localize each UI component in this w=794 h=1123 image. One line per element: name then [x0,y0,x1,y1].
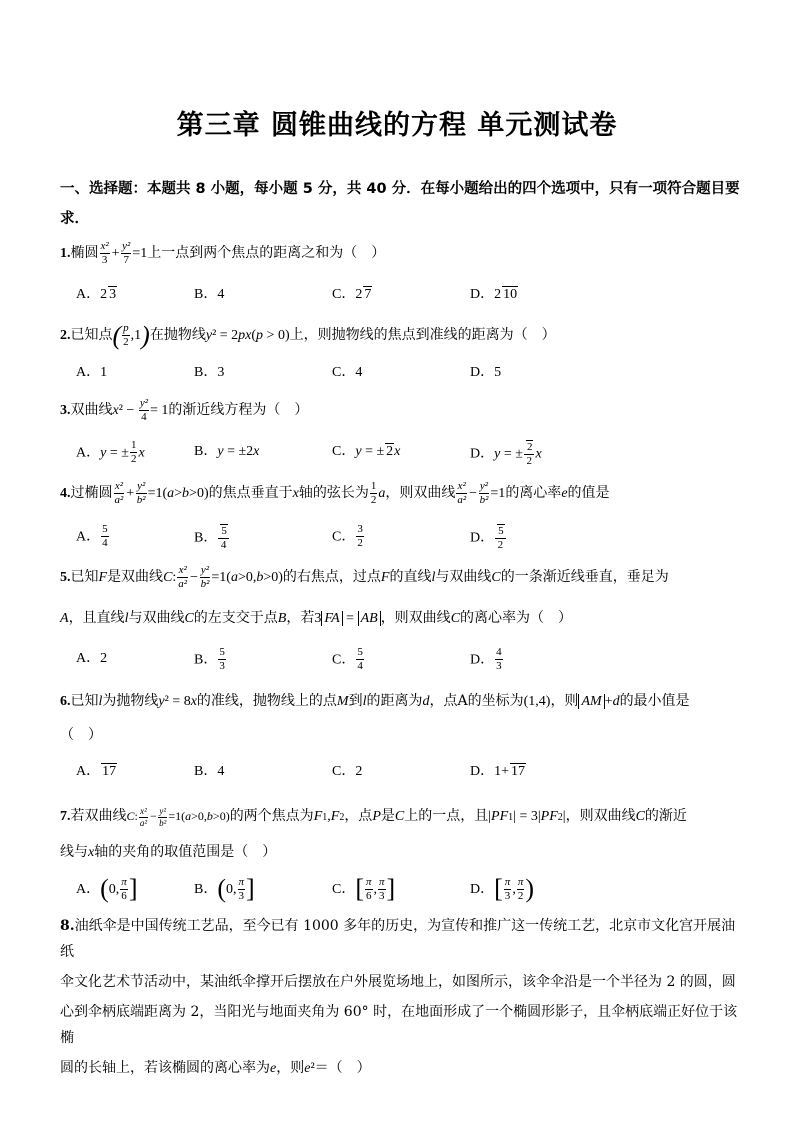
question-2: 2.已知点( $\frac{p}{2}$ ,1)在抛物线y² = 2px(p > 0)上，则抛物线的焦点到准线的距离为（ ） [60,320,556,350]
question-stem-end: 的值是 [567,485,610,501]
question-text: 的一条渐近线垂直，垂足为 [500,569,669,585]
question-text: 的离心率为（ ） [460,610,573,626]
question-text: 线与 [60,844,88,860]
question-8-line-1 [60,913,746,965]
question-stem-pre: 已知点 [70,327,113,343]
question-7-line-2: 线与x轴的夹角的取值范围是（ ） [60,844,277,860]
option-d[interactable]: D． $\frac{5}{2}$ [470,525,504,552]
option-b[interactable]: B． $\frac{5}{3}$ [194,646,225,672]
option-c[interactable]: C．[ $\frac{\pi}{6}$ , $\frac{\pi}{3}$ ] [332,874,396,903]
option-c[interactable]: C．2 7 [332,287,372,302]
options-q1 [76,283,736,309]
option-a[interactable]: A．1 [76,365,108,380]
question-text: 是双曲线 [107,569,164,585]
question-text: ，若 [286,610,315,626]
option-b[interactable]: B．4 [194,287,225,302]
hyperbola-equation: $\frac{\text{x²}}{\text{a²}}$ − $\frac{\text{y²}}{\text{b²}}$ =1(a>0,b>0) [178,564,283,591]
option-a[interactable]: A．2 [76,651,108,666]
question-number: 7. [60,809,71,824]
option-a[interactable]: A．2 3 [76,287,117,302]
section-heading: 一、选择题：本题共 8 小题，每小题 5 分，共 40 分．在每小题给出的四个选项中，只有一项符合题目要求． [60,181,740,227]
question-text: 与双曲线 [435,569,492,585]
question-text: 是 [380,808,395,824]
question-number: 8. [60,918,75,934]
option-c[interactable]: C． $\frac{3}{2}$ [332,523,363,549]
question-stem-pre: 过椭圆 [70,485,113,501]
question-text: ，则 [276,1060,305,1076]
question-number: 4. [60,486,71,501]
question-text: ，点 [344,808,373,824]
question-text: ，则双曲线 [565,808,636,824]
option-d[interactable]: D．2 10 [470,287,518,302]
question-stem-post: 上，则抛物线的焦点到准线的距离为（ ） [289,327,556,343]
question-1 [60,240,740,267]
option-d[interactable]: D．y = ± $\frac{2}{2}$ x [470,441,542,468]
option-c[interactable]: C．2 [332,764,363,779]
question-text: ，则 [550,693,579,709]
parabola-equation: y [205,328,213,343]
question-8-line-2: 伞文化艺术节活动中，某油纸伞撑开后摆放在户外展览场地上，如图所示，该伞伞沿是一个半径为 2 的圆，圆 [60,974,736,990]
question-6: 6.已知l为抛物线y² = 8x的准线，抛物线上的点M到l的距离为d，点A的坐标为(1,4)，则 AM +d的最小值是 [60,693,690,709]
question-text: ＝（ ） [314,1060,371,1076]
option-d[interactable]: D． $\frac{4}{3}$ [470,646,502,672]
options-q5 [76,647,736,673]
question-6-line-2: （ ） [60,727,102,743]
question-text: 已知 [70,693,99,709]
question-8-line-4: 圆的长轴上，若该椭圆的离心率为e，则e²＝（ ） [60,1060,371,1076]
question-4: 4.过椭圆 $\frac{\text{x²}}{\text{a²}}$ + $\frac{\text{y²}}{\text{b²}}$ =1(a>b>0)的焦点垂直于x轴的弦长为 $\frac{1}{2}$ a，则双曲线 $\frac{\text{x²}}{\text{a²}}$ − $\frac{\text{y²}}{\text{b²}}$ =1的离心率e的值是 [60,479,610,507]
question-text: 已知 [70,569,99,585]
ellipse-equation: $\frac{\text{x²}}{3}$ + $\frac{\text{y²}}{7}$ =1 [100,240,148,267]
option-b[interactable]: B． $\frac{5}{4}$ [194,525,227,552]
option-a[interactable]: A．y = ± $\frac{1}{2}$ x [76,439,145,465]
options-q7 [76,876,736,902]
question-text: 到 [348,693,363,709]
question-stem-pre: 双曲线 [70,402,113,418]
question-text: 的直线 [389,569,432,585]
hyperbola-equation: $\frac{\text{x²}}{\text{a²}}$ − $\frac{\text{y²}}{\text{b²}}$ =1 [457,480,506,507]
question-text: 与双曲线 [128,610,185,626]
question-number: 6. [60,694,71,709]
question-text: 为抛物线 [102,693,159,709]
option-a[interactable]: A． 17 [76,764,117,779]
question-stem-post: 的渐近线方程为（ ） [168,402,309,418]
options-q4 [76,524,736,550]
option-b[interactable]: B．4 [194,764,225,779]
option-a[interactable]: A． $\frac{5}{4}$ [76,523,108,549]
option-d[interactable]: D．1+ 17 [470,764,526,779]
question-text: 若双曲线 [70,808,127,824]
option-d[interactable]: D．5 [470,365,502,380]
question-text: 的左支交于点 [193,610,278,626]
question-text: 上的一点，且 [404,808,489,824]
question-text: 圆的长轴上，若该椭圆的离心率为 [60,1060,270,1076]
option-a[interactable]: A．(0, $\frac{\pi}{6}$ ] [76,874,138,903]
question-5: 5.已知F是双曲线C: $\frac{\text{x²}}{\text{a²}}$ − $\frac{\text{y²}}{\text{b²}}$ =1(a>0,b>0)的右焦点，过点F的直线l与双曲线C的一条渐近线垂直，垂足为 [60,564,669,591]
option-b[interactable]: B．3 [194,365,225,380]
hyperbola-equation: x [112,403,119,418]
option-b[interactable]: B．(0, $\frac{\pi}{3}$ ] [194,874,255,903]
option-c[interactable]: C．y = ± 2x [332,444,401,459]
question-7: 7.若双曲线C: $\frac{\text{x²}}{\text{a²}}$ − $\frac{\text{y²}}{\text{b²}}$ =1(a>0,b>0)的两个焦点为F1,F2，点P是C上的一点，且|PF1| = 3|PF2|，则双曲线C的渐近 [60,805,687,828]
question-stem-mid: 在抛物线 [149,327,206,343]
question-text: 的最小值是 [619,693,690,709]
question-text: ，则双曲线 [380,610,451,626]
hyperbola-equation: C: $\frac{\text{x²}}{\text{a²}}$ − $\frac{\text{y²}}{\text{b²}}$ =1(a>0,b>0) [126,805,230,828]
options-q2 [76,361,736,387]
question-stem-mid: 的焦点垂直于 [208,485,293,501]
question-text: 轴的夹角的取值范围是（ ） [94,844,277,860]
question-text: 的右焦点，过点 [282,569,381,585]
question-text: 的两个焦点为 [229,808,314,824]
question-text: ，点A的坐标为 [429,693,524,709]
option-c[interactable]: C． $\frac{5}{4}$ [332,646,363,672]
question-number: 2. [60,328,71,343]
question-stem-mid2: 轴的弦长为 [298,485,369,501]
question-3: 3.双曲线x² − $\frac{\text{y²}}{4}$ = 1的渐近线方程为（ ） [60,396,309,423]
question-text: 的准线，抛物线上的点 [196,693,337,709]
question-text: ，且直线 [68,610,125,626]
option-b[interactable]: B．y = ±2x [194,444,260,459]
question-number: 5. [60,570,71,585]
question-8 [60,913,746,1082]
question-text: 的渐近 [644,808,687,824]
question-stem-post: 的离心率 [505,485,562,501]
page-title: 第三章 圆锥曲线的方程 单元测试卷 [176,110,618,141]
question-stem-mid3: ，则双曲线 [385,485,456,501]
question-text: 油纸伞是中国传统工艺品，至今已有 1000 多年的历史，为宣传和推广这一传统工艺，北京市文化宫开展油纸 [60,918,736,960]
question-number: 3. [60,403,71,418]
question-stem-post: 上一点到两个焦点的距离之和为（ ） [147,245,386,261]
options-q3 [76,440,736,466]
point-expression: ( $\frac{p}{2}$ ,1) [112,320,150,350]
ellipse-equation: $\frac{\text{x²}}{\text{a²}}$ + $\frac{\text{y²}}{\text{b²}}$ =1(a>b>0) [114,480,209,507]
option-d[interactable]: D．[ $\frac{\pi}{3}$ , $\frac{\pi}{2}$ ) [470,874,534,903]
option-c[interactable]: C．4 [332,365,363,380]
question-5-line-2: A，且直线l与双曲线C的左支交于点B，若3 FA = AB ，则双曲线C的离心率为（ ） [60,610,573,626]
options-q6 [76,760,736,786]
question-8-line-3: 心到伞柄底端距离为 2，当阳光与地面夹角为 60° 时，在地面形成了一个椭圆形影子，且伞柄底端正好位于该椭 [60,1004,738,1046]
question-stem-pre: 椭圆 [70,245,99,261]
question-number: 1. [60,246,71,261]
question-text: 的距离为 [366,693,423,709]
